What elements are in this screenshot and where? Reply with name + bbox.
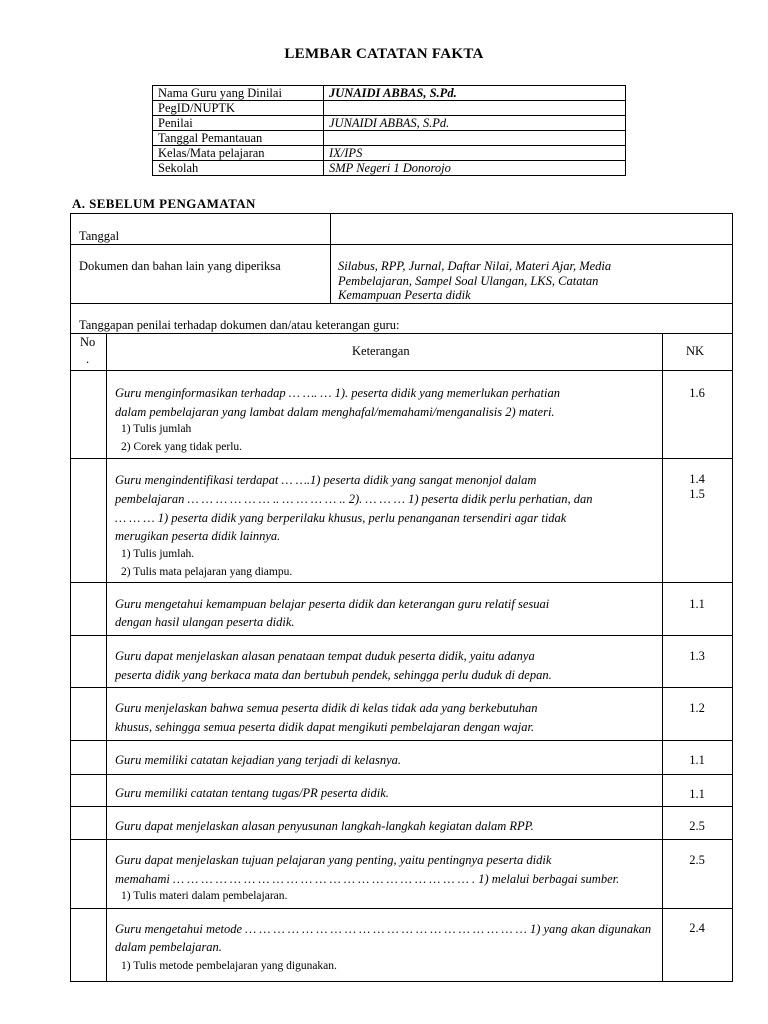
divider bbox=[70, 244, 733, 245]
criteria-text: … … … 1) peserta didik yang berperilaku khusus, perlu penanganan tersendiri agar tidak bbox=[115, 511, 567, 525]
criteria-text: dalam pembelajaran yang lambat dalam menghafal/memahami/menganalisis 2) materi. bbox=[115, 405, 555, 419]
nk-value: 2.5 bbox=[689, 853, 705, 867]
criteria-text: peserta didik yang berkaca mata dan bertubuh pendek, sehingga perlu duduk di depan. bbox=[115, 668, 552, 682]
header-nk: NK bbox=[686, 344, 705, 358]
tanggal-label: Tanggal bbox=[79, 229, 120, 243]
criteria-text: merugikan peserta didik lainnya. bbox=[115, 529, 281, 543]
criteria-text: Guru memiliki catatan kejadian yang terjadi di kelasnya. bbox=[115, 753, 402, 767]
info-value: JUNAIDI ABBAS, S.Pd. bbox=[324, 86, 626, 101]
criteria-text: Guru dapat menjelaskan alasan penyusunan langkah-langkah kegiatan dalam RPP. bbox=[115, 819, 534, 833]
info-value: SMP Negeri 1 Donorojo bbox=[324, 161, 626, 176]
criteria-note: 1) Tulis materi dalam pembelajaran. bbox=[121, 890, 288, 902]
nk-value: 1.1 bbox=[689, 753, 705, 767]
nk-value: 1.1 bbox=[689, 787, 705, 801]
row-divider bbox=[70, 458, 733, 459]
header-no: No bbox=[80, 335, 96, 349]
dokumen-label: Dokumen dan bahan lain yang diperiksa bbox=[79, 259, 281, 273]
criteria-text: Guru menginformasikan terhadap … …. … 1). peserta didik yang memerlukan perhatian bbox=[115, 386, 560, 400]
nk-value: 2.5 bbox=[689, 819, 705, 833]
criteria-note: 2) Corek yang tidak perlu. bbox=[121, 441, 243, 453]
divider bbox=[70, 370, 733, 371]
info-table bbox=[152, 85, 626, 176]
criteria-text: dalam pembelajaran. bbox=[115, 940, 222, 954]
info-label: Sekolah bbox=[153, 161, 324, 176]
row-divider bbox=[70, 740, 733, 741]
criteria-note: 2) Tulis mata pelajaran yang diampu. bbox=[121, 566, 293, 578]
nk-value: 1.4 bbox=[689, 472, 705, 486]
info-label: Nama Guru yang Dinilai bbox=[153, 86, 324, 101]
row-divider bbox=[70, 908, 733, 909]
criteria-text: pembelajaran … … … … … … .. … … … … .. 2). … … … 1) peserta didik perlu perhatian, dan bbox=[115, 492, 593, 506]
header-keterangan: Keterangan bbox=[352, 344, 410, 358]
criteria-text: Guru mengindentifikasi terdapat … ….1) peserta didik yang sangat menonjol dalam bbox=[115, 473, 537, 487]
info-value: IX/IPS bbox=[324, 146, 626, 161]
dokumen-value: Pembelajaran, Sampel Soal Ulangan, LKS, Catatan bbox=[338, 274, 599, 288]
row-divider bbox=[70, 839, 733, 840]
criteria-text: dengan hasil ulangan peserta didik. bbox=[115, 615, 295, 629]
info-value: JUNAIDI ABBAS, S.Pd. bbox=[324, 116, 626, 131]
info-label: Tanggal Pemantauan bbox=[153, 131, 324, 146]
info-label: Kelas/Mata pelajaran bbox=[153, 146, 324, 161]
divider bbox=[330, 213, 331, 303]
criteria-text: Guru menjelaskan bahwa semua peserta didik di kelas tidak ada yang berkebutuhan bbox=[115, 701, 538, 715]
criteria-note: 1) Tulis metode pembelajaran yang digunakan. bbox=[121, 960, 337, 972]
nk-value: 2.4 bbox=[689, 921, 705, 935]
info-value bbox=[324, 101, 626, 116]
nk-value: 1.1 bbox=[689, 597, 705, 611]
nk-value: 1.5 bbox=[689, 487, 705, 501]
criteria-text: Guru memiliki catatan tentang tugas/PR peserta didik. bbox=[115, 786, 389, 800]
divider bbox=[70, 333, 733, 334]
criteria-text: Guru mengetahui kemampuan belajar peserta didik dan keterangan guru relatif sesuai bbox=[115, 597, 550, 611]
tanggapan-label: Tanggapan penilai terhadap dokumen dan/atau keterangan guru: bbox=[79, 318, 400, 332]
criteria-note: 1) Tulis jumlah. bbox=[121, 548, 195, 560]
info-row bbox=[153, 101, 626, 116]
header-no: . bbox=[86, 352, 90, 366]
nk-value: 1.2 bbox=[689, 701, 705, 715]
row-divider bbox=[70, 806, 733, 807]
divider bbox=[70, 303, 733, 304]
info-row bbox=[153, 131, 626, 146]
info-row bbox=[153, 146, 626, 161]
info-row bbox=[153, 86, 626, 101]
row-divider bbox=[70, 687, 733, 688]
section-heading: A. SEBELUM PENGAMATAN bbox=[72, 196, 256, 211]
criteria-text: khusus, sehingga semua peserta didik dapat mengikuti pembelajaran dengan wajar. bbox=[115, 720, 535, 734]
dokumen-value: Kemampuan Peserta didik bbox=[338, 288, 471, 302]
criteria-text: Guru dapat menjelaskan tujuan pelajaran yang penting, yaitu pentingnya peserta didik bbox=[115, 853, 552, 867]
info-row bbox=[153, 116, 626, 131]
column-divider bbox=[106, 333, 107, 982]
criteria-text: Guru mengetahui metode … … … … … … … … … … … … … … … … … … … … 1) yang akan digunakan bbox=[115, 922, 652, 936]
dokumen-value: Silabus, RPP, Jurnal, Daftar Nilai, Materi Ajar, Media bbox=[338, 259, 612, 273]
info-value bbox=[324, 131, 626, 146]
row-divider bbox=[70, 582, 733, 583]
document-title: LEMBAR CATATAN FAKTA bbox=[284, 46, 484, 62]
criteria-text: memahami … … … … … … … … … … … … … … … … … … … … … . 1) melalui berbagai sumber. bbox=[115, 872, 620, 886]
row-divider bbox=[70, 774, 733, 775]
nk-value: 1.3 bbox=[689, 649, 705, 663]
info-label: Penilai bbox=[153, 116, 324, 131]
row-divider bbox=[70, 635, 733, 636]
nk-value: 1.6 bbox=[689, 386, 705, 400]
info-label: PegID/NUPTK bbox=[153, 101, 324, 116]
info-row bbox=[153, 161, 626, 176]
criteria-text: Guru dapat menjelaskan alasan penataan tempat duduk peserta didik, yaitu adanya bbox=[115, 649, 535, 663]
criteria-note: 1) Tulis jumlah bbox=[121, 423, 192, 435]
